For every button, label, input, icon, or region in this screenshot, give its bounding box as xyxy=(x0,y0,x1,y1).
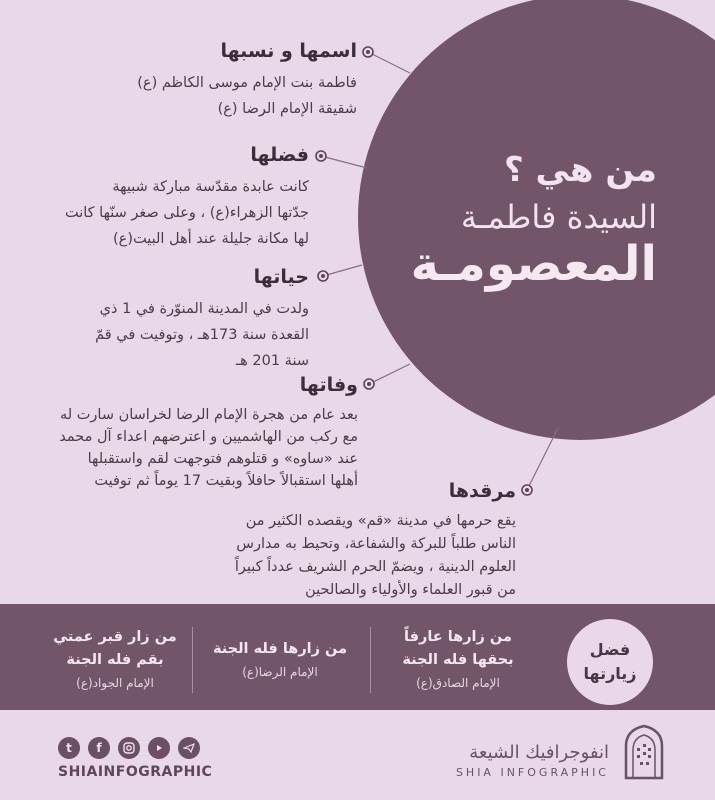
section-line: العلوم الدينية ، ويضمّ الحرم الشريف عدداً كبيراً xyxy=(234,559,516,575)
quote-text: بحقها فله الجنة xyxy=(402,652,514,668)
section-line: جدّتها الزهراء(ع) ، وعلى صغر سنّها كانت xyxy=(64,205,309,221)
section-line: الناس طلباً للبركة والشفاعة، وتحيط به مدارس xyxy=(236,536,516,552)
instagram-icon[interactable] xyxy=(118,737,140,759)
section-title: حياتها xyxy=(253,266,309,288)
section-line: بعد عام من هجرة الإمام الرضا لخراسان سارت له xyxy=(59,407,358,423)
youtube-icon[interactable] xyxy=(148,737,170,759)
section-line: القعدة سنة 173هـ ، وتوفيت في قمّ xyxy=(95,327,309,343)
section-line: عند «ساوه» و قتلوهم فتوجهت لقم واستقبلها xyxy=(87,451,358,467)
visit-quote-jawad xyxy=(40,626,190,690)
quote-text: من زارها فله الجنة xyxy=(212,641,348,657)
section-line: كانت عابدة مقدّسة مباركة شبيهة xyxy=(112,179,309,195)
quote-text: بقم فله الجنة xyxy=(66,652,164,668)
section-line: يقع حرمها في مدينة «قم» ويقصده الكثير من xyxy=(245,513,516,529)
quote-source: الإمام الصادق(ع) xyxy=(416,676,500,690)
brand-logo xyxy=(622,724,666,780)
hero-title-line2: المعصومـة xyxy=(410,236,657,292)
visit-label-line: فضل xyxy=(589,640,631,659)
divider xyxy=(192,627,193,693)
section-title: مرقدها xyxy=(448,480,516,502)
section-line: شقيقة الإمام الرضا (ع) xyxy=(217,101,357,117)
hero-question: من هي ؟ xyxy=(503,150,657,190)
social-icons xyxy=(58,737,200,759)
quote-source: الإمام الجواد(ع) xyxy=(76,676,154,690)
brand-name-arabic: انفوجرافيك الشيعة xyxy=(469,742,609,763)
section-line: من قبور العلماء والأولياء والصالحين xyxy=(305,582,516,598)
quote-text: من زار قبر عمتي xyxy=(53,629,177,645)
brand-name-english: SHIA INFOGRAPHIC xyxy=(455,766,609,779)
section-title: وفاتها xyxy=(299,374,358,396)
visit-label-line: زيارتها xyxy=(583,664,637,683)
telegram-icon[interactable] xyxy=(178,737,200,759)
section-line: سنة 201 هـ xyxy=(235,353,309,369)
visit-quote-sadiq xyxy=(383,626,533,690)
section-line: فاطمة بنت الإمام موسى الكاظم (ع) xyxy=(137,75,357,91)
quote-source: الإمام الرضا(ع) xyxy=(242,665,318,679)
section-lineage xyxy=(137,40,357,122)
section-title: اسمها و نسبها xyxy=(220,40,357,62)
social-handle: SHIAINFOGRAPHIC xyxy=(58,764,213,780)
section-line: أهلها استقبالاً حافلاً وبقيت 17 يوماً ثم توفيت xyxy=(94,473,358,489)
hero-title-line1: السيدة فاطمـة xyxy=(460,198,657,236)
visit-label-circle xyxy=(567,619,653,705)
section-virtue xyxy=(65,144,309,252)
section-line: مع ركب من الهاشميين و اعترضهم اعداء آل محمد xyxy=(59,429,358,445)
quote-text: من زارها عارفاً xyxy=(404,629,512,645)
section-shrine xyxy=(235,480,516,602)
section-death xyxy=(59,374,358,492)
visit-quote-ridha xyxy=(205,638,355,679)
section-life xyxy=(95,266,309,374)
facebook-icon[interactable]: f xyxy=(88,737,110,759)
section-line: ولدت في المدينة المنوّرة في 1 ذي xyxy=(99,301,309,317)
section-line: لها مكانة جليلة عند أهل البيت(ع) xyxy=(113,231,309,247)
twitter-icon[interactable]: t xyxy=(58,737,80,759)
divider xyxy=(370,627,371,693)
section-title: فضلها xyxy=(250,144,309,166)
